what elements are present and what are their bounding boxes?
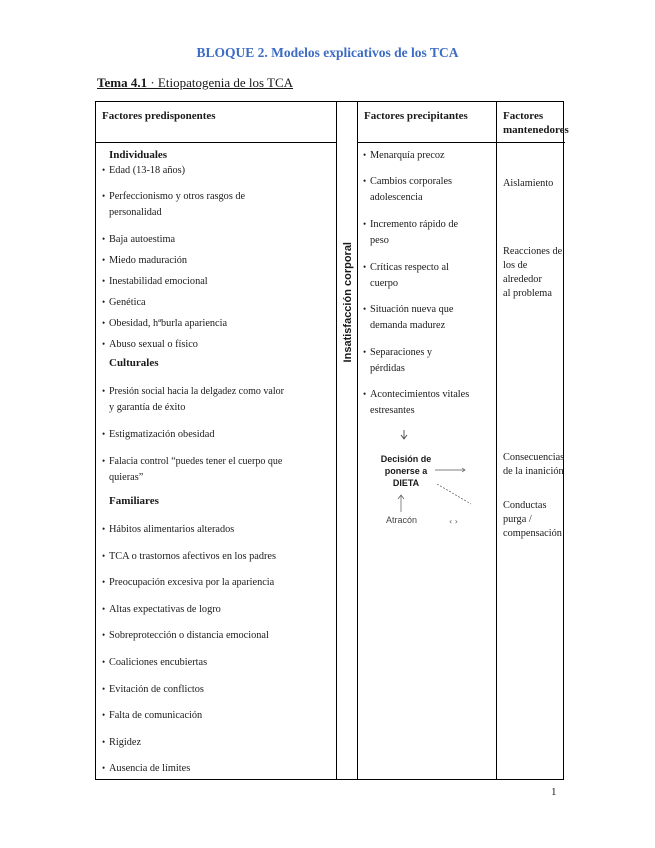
header-mantenedores-line: Factores: [503, 110, 544, 122]
bullet-icon: •: [363, 389, 367, 399]
bullet-icon: •: [102, 737, 106, 747]
bullet-icon: •: [102, 630, 106, 640]
mantenedor-line: compensación: [503, 528, 562, 539]
bullet-icon: •: [102, 191, 106, 201]
diagram-decision-line: ponerse a: [384, 466, 428, 476]
bullet-icon: •: [102, 276, 106, 286]
mantenedor-consecuencias: [503, 451, 564, 479]
bullet-icon: •: [363, 176, 367, 186]
factors-table: Factores predisponentes Factores precipitantes Factores mantenedores Individuales • Edad (13-18 años) • Perfeccionismo y otros rasgos de personalidad • Baja autoestima • Miedo maduración • Inestabilidad emocional • Genética • Obesidad, hªburla apariencia • Abuso sexual o físico Culturales • Presión social hacia la delgadez como valor y garantía de éxito • Estigmatización obesidad • Falacia control “puedes tener el cuerpo que quieras” Familiares • Hábitos alimentarios alterados • TCA o trastornos afectivos en los padres • Preocupación excesiva por la apariencia • Altas expectativas de logro • Sobreprotección o distancia emocional • Coaliciones encubiertas • Evitación de conflictos • Falta de comunicación • Rigidez • Ausencia de límites Insatisfacción corporal • Menarquía precoz • Cambios corporales adolescencia • Incremento rápido de peso • Críticas respecto al cuerpo • Situación nueva que demanda madurez • Separaciones y pérdidas • Acontecimientos vitales estresantes ‹ › Decisión de ponerse a DIETA Atracón Aislamiento Reacciones de los de alrededor al problema Consecuencias de la inanición Conductas purga / compensación: [95, 101, 564, 780]
bullet-icon: •: [102, 710, 106, 720]
header-predisponentes: Factores predisponentes: [102, 110, 216, 122]
mantenedor-line: Reacciones de: [503, 246, 563, 257]
bullet-icon: •: [102, 318, 106, 328]
arrow-diagonal: [437, 484, 471, 504]
bullet-icon: •: [102, 577, 106, 587]
bullet-icon: •: [102, 386, 106, 396]
bullet-icon: •: [102, 339, 106, 349]
bullet-icon: •: [102, 165, 106, 175]
bullet-icon: •: [363, 262, 367, 272]
bullet-icon: •: [102, 604, 106, 614]
bullet-icon: •: [363, 347, 367, 357]
mantenedor-line: Conductas: [503, 500, 547, 511]
document-title: BLOQUE 2. Modelos explicativos de los TCA: [196, 45, 459, 60]
mantenedor-line: Consecuencias: [503, 452, 565, 463]
bullet-icon: •: [363, 219, 367, 229]
diagram-decision-line: Decisión de: [380, 454, 432, 464]
bullet-icon: •: [102, 234, 106, 244]
bullet-icon: •: [102, 429, 106, 439]
mantenedor-line: al problema: [503, 288, 552, 299]
bullet-icon: •: [102, 524, 106, 534]
vertical-label: [339, 172, 356, 432]
bullet-icon: •: [102, 255, 106, 265]
bullet-icon: •: [102, 657, 106, 667]
header-mantenedores: [503, 109, 569, 137]
subtitle-main: Tema 4.1: [97, 75, 148, 90]
mantenedor-reacciones: [503, 245, 563, 301]
mantenedor-aislamiento: Aislamiento: [503, 178, 554, 189]
diagram-decision: [375, 453, 437, 489]
subtitle-rest: · Etiopatogenia de los TCA: [147, 75, 294, 90]
arrow-left-right-icon: ‹ ›: [449, 517, 458, 526]
column-divider: [496, 102, 497, 779]
diagram-decision-line: DIETA: [392, 478, 420, 488]
mantenedor-line: purga /: [503, 514, 532, 525]
diagram-atracon: Atracón: [386, 515, 418, 525]
bullet-icon: •: [363, 150, 367, 160]
mantenedor-line: de la inanición: [503, 466, 564, 477]
bullet-icon: •: [363, 304, 367, 314]
mantenedor-conductas: [503, 499, 562, 541]
section-culturales: Culturales: [109, 357, 159, 369]
page-number: 1: [551, 786, 557, 798]
section-individuales: Individuales: [109, 149, 168, 161]
header-precipitantes: Factores precipitantes: [364, 110, 468, 122]
section-familiares: Familiares: [109, 495, 159, 507]
section-subtitle: [97, 75, 293, 91]
bullet-icon: •: [102, 551, 106, 561]
header-divider: [96, 142, 336, 143]
vertical-label-text: Insatisfacción corporal: [341, 241, 354, 363]
column-divider: [336, 102, 337, 779]
header-divider: [357, 142, 565, 143]
bullet-icon: •: [102, 456, 106, 466]
bullet-icon: •: [102, 763, 106, 773]
bullet-icon: •: [102, 297, 106, 307]
header-mantenedores-line: mantenedores: [503, 124, 569, 136]
mantenedor-line: los de alrededor: [503, 260, 542, 285]
bullet-icon: •: [102, 684, 106, 694]
